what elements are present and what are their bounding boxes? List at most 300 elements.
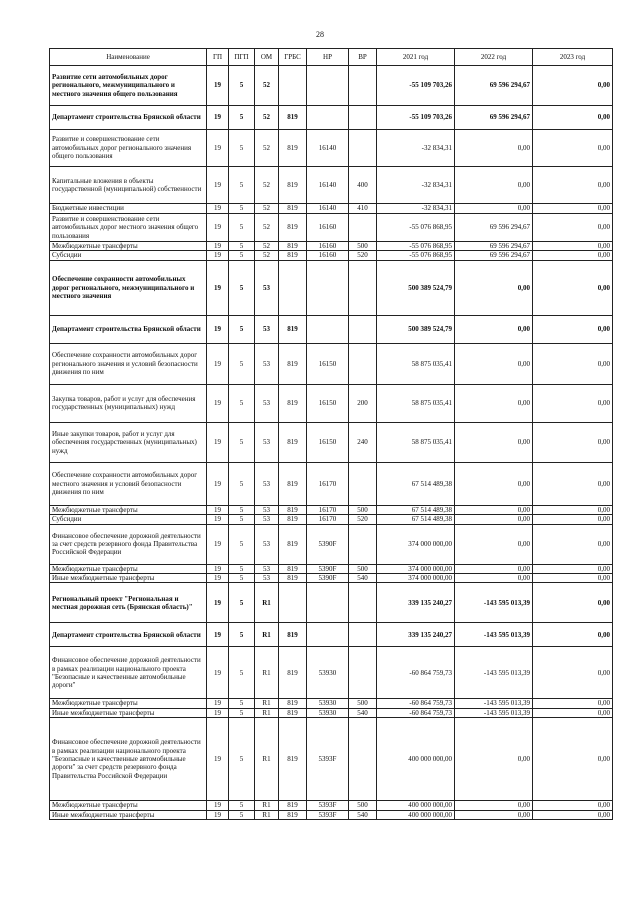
row-grbs-cell: 819: [279, 167, 307, 204]
row-2023-cell: 0,00: [533, 810, 613, 819]
table-row: [50, 204, 613, 214]
row-2022-cell: 0,00: [455, 315, 533, 343]
row-name-cell: Финансовое обеспечение дорожной деятельности в рамках реализации национального проекта "Безопасные и качественные автомобильные дороги": [50, 647, 207, 699]
table-row: [50, 801, 613, 810]
row-2021-cell: 400 000 000,00: [377, 718, 455, 801]
row-2023-cell: 0,00: [533, 251, 613, 260]
row-nr-cell: 16150: [307, 384, 349, 422]
row-name-cell: Иные межбюджетные трансферты: [50, 708, 207, 717]
row-gp-cell: 19: [207, 214, 229, 242]
row-2022-cell: -143 595 013,39: [455, 623, 533, 647]
table-row: [50, 260, 613, 315]
row-name-cell: Обеспечение сохранности автомобильных дорог регионального значения и условий безопасности движения по ним: [50, 343, 207, 384]
table-row: [50, 384, 613, 422]
row-gp-cell: 19: [207, 242, 229, 251]
row-vr-cell: 500: [349, 699, 377, 708]
row-vr-cell: 240: [349, 422, 377, 462]
row-2023-cell: 0,00: [533, 801, 613, 810]
table-row: [50, 810, 613, 819]
row-name-cell: Финансовое обеспечение дорожной деятельности за счет средств резервного фонда Правительства Российской Федерации: [50, 524, 207, 564]
row-gp-cell: 19: [207, 718, 229, 801]
row-om-cell: 53: [255, 515, 279, 524]
row-grbs-cell: 819: [279, 524, 307, 564]
row-2021-cell: -55 076 868,95: [377, 251, 455, 260]
row-om-cell: 53: [255, 422, 279, 462]
table-row: [50, 699, 613, 708]
row-2021-cell: 67 514 489,38: [377, 505, 455, 514]
row-grbs-cell: 819: [279, 130, 307, 167]
page-number: 28: [316, 30, 324, 39]
row-2021-cell: 400 000 000,00: [377, 810, 455, 819]
row-pgp-cell: 5: [229, 647, 255, 699]
row-name-cell: Межбюджетные трансферты: [50, 242, 207, 251]
row-om-cell: 53: [255, 574, 279, 583]
row-nr-cell: 16140: [307, 204, 349, 214]
row-2022-cell: 0,00: [455, 422, 533, 462]
row-2021-cell: -55 109 703,26: [377, 66, 455, 106]
row-nr-cell: 16160: [307, 242, 349, 251]
row-pgp-cell: 5: [229, 130, 255, 167]
row-vr-cell: [349, 647, 377, 699]
row-2021-cell: 67 514 489,38: [377, 515, 455, 524]
row-2023-cell: 0,00: [533, 505, 613, 514]
row-vr-cell: 410: [349, 204, 377, 214]
row-nr-cell: 16160: [307, 251, 349, 260]
row-2021-cell: -60 864 759,73: [377, 708, 455, 717]
row-2023-cell: 0,00: [533, 583, 613, 623]
table-row: [50, 515, 613, 524]
row-nr-cell: 16150: [307, 422, 349, 462]
row-2021-cell: 400 000 000,00: [377, 801, 455, 810]
row-nr-cell: 5393F: [307, 810, 349, 819]
row-gp-cell: 19: [207, 260, 229, 315]
row-vr-cell: 520: [349, 515, 377, 524]
row-2021-cell: -60 864 759,73: [377, 647, 455, 699]
row-nr-cell: [307, 623, 349, 647]
row-nr-cell: [307, 106, 349, 130]
row-2022-cell: 0,00: [455, 260, 533, 315]
header-2021: 2021 год: [377, 49, 455, 66]
row-name-cell: Региональный проект "Региональная и местная дорожная сеть (Брянская область)": [50, 583, 207, 623]
row-2023-cell: 0,00: [533, 130, 613, 167]
table-row: [50, 708, 613, 717]
table-row: [50, 343, 613, 384]
header-vr: ВР: [349, 49, 377, 66]
row-2022-cell: 69 596 294,67: [455, 66, 533, 106]
table-row: [50, 251, 613, 260]
row-vr-cell: 540: [349, 810, 377, 819]
row-2021-cell: 339 135 240,27: [377, 623, 455, 647]
row-om-cell: R1: [255, 708, 279, 717]
table-row: [50, 647, 613, 699]
row-gp-cell: 19: [207, 422, 229, 462]
table-row: [50, 564, 613, 573]
row-pgp-cell: 5: [229, 204, 255, 214]
row-vr-cell: 400: [349, 167, 377, 204]
row-nr-cell: 16140: [307, 167, 349, 204]
row-2021-cell: -32 834,31: [377, 167, 455, 204]
row-om-cell: R1: [255, 647, 279, 699]
row-2022-cell: 69 596 294,67: [455, 242, 533, 251]
row-2022-cell: 0,00: [455, 462, 533, 505]
row-gp-cell: 19: [207, 204, 229, 214]
row-pgp-cell: 5: [229, 167, 255, 204]
header-grbs: ГРБС: [279, 49, 307, 66]
row-2023-cell: 0,00: [533, 647, 613, 699]
row-om-cell: R1: [255, 623, 279, 647]
row-gp-cell: 19: [207, 583, 229, 623]
row-2023-cell: 0,00: [533, 524, 613, 564]
row-om-cell: 52: [255, 130, 279, 167]
row-pgp-cell: 5: [229, 623, 255, 647]
row-om-cell: 53: [255, 564, 279, 573]
row-2023-cell: 0,00: [533, 699, 613, 708]
header-pgp: ПГП: [229, 49, 255, 66]
header-2023: 2023 год: [533, 49, 613, 66]
row-2023-cell: 0,00: [533, 564, 613, 573]
row-2021-cell: -60 864 759,73: [377, 699, 455, 708]
row-vr-cell: 540: [349, 574, 377, 583]
row-grbs-cell: 819: [279, 106, 307, 130]
row-nr-cell: 16140: [307, 130, 349, 167]
row-om-cell: R1: [255, 583, 279, 623]
row-grbs-cell: [279, 583, 307, 623]
row-2023-cell: 0,00: [533, 242, 613, 251]
row-grbs-cell: 819: [279, 515, 307, 524]
row-vr-cell: 200: [349, 384, 377, 422]
row-pgp-cell: 5: [229, 384, 255, 422]
row-nr-cell: 5390F: [307, 574, 349, 583]
row-grbs-cell: 819: [279, 647, 307, 699]
row-grbs-cell: 819: [279, 251, 307, 260]
row-grbs-cell: 819: [279, 699, 307, 708]
row-2021-cell: 500 389 524,79: [377, 260, 455, 315]
row-om-cell: R1: [255, 699, 279, 708]
row-nr-cell: [307, 583, 349, 623]
row-pgp-cell: 5: [229, 583, 255, 623]
row-vr-cell: 520: [349, 251, 377, 260]
row-grbs-cell: 819: [279, 801, 307, 810]
row-2023-cell: 0,00: [533, 66, 613, 106]
row-gp-cell: 19: [207, 647, 229, 699]
row-gp-cell: 19: [207, 699, 229, 708]
row-2022-cell: -143 595 013,39: [455, 708, 533, 717]
row-nr-cell: 53930: [307, 647, 349, 699]
row-gp-cell: 19: [207, 524, 229, 564]
row-2022-cell: 0,00: [455, 343, 533, 384]
header-name: Наименование: [50, 49, 207, 66]
row-grbs-cell: 819: [279, 462, 307, 505]
row-vr-cell: [349, 524, 377, 564]
row-name-cell: Межбюджетные трансферты: [50, 564, 207, 573]
table-row: [50, 623, 613, 647]
row-pgp-cell: 5: [229, 66, 255, 106]
row-vr-cell: 500: [349, 242, 377, 251]
row-nr-cell: 5393F: [307, 718, 349, 801]
row-grbs-cell: 819: [279, 718, 307, 801]
table-row: [50, 106, 613, 130]
row-grbs-cell: 819: [279, 574, 307, 583]
row-vr-cell: 500: [349, 801, 377, 810]
row-2021-cell: 58 875 035,41: [377, 384, 455, 422]
row-nr-cell: 16170: [307, 515, 349, 524]
row-om-cell: 53: [255, 315, 279, 343]
row-2021-cell: 67 514 489,38: [377, 462, 455, 505]
row-name-cell: Бюджетные инвестиции: [50, 204, 207, 214]
row-vr-cell: [349, 623, 377, 647]
row-gp-cell: 19: [207, 505, 229, 514]
row-gp-cell: 19: [207, 66, 229, 106]
row-om-cell: 52: [255, 204, 279, 214]
row-2021-cell: 339 135 240,27: [377, 583, 455, 623]
row-om-cell: 53: [255, 343, 279, 384]
row-name-cell: Иные межбюджетные трансферты: [50, 810, 207, 819]
row-gp-cell: 19: [207, 564, 229, 573]
row-om-cell: R1: [255, 810, 279, 819]
row-vr-cell: [349, 214, 377, 242]
row-name-cell: Развитие сети автомобильных дорог регионального, межмуниципального и местного значения общего пользования: [50, 66, 207, 106]
row-2022-cell: 0,00: [455, 810, 533, 819]
row-2022-cell: 0,00: [455, 718, 533, 801]
row-pgp-cell: 5: [229, 699, 255, 708]
row-name-cell: Межбюджетные трансферты: [50, 699, 207, 708]
row-2022-cell: 0,00: [455, 515, 533, 524]
row-grbs-cell: [279, 260, 307, 315]
row-2022-cell: 69 596 294,67: [455, 251, 533, 260]
row-pgp-cell: 5: [229, 260, 255, 315]
table-row: [50, 167, 613, 204]
row-gp-cell: 19: [207, 574, 229, 583]
row-pgp-cell: 5: [229, 810, 255, 819]
row-2022-cell: 0,00: [455, 524, 533, 564]
row-2023-cell: 0,00: [533, 260, 613, 315]
row-gp-cell: 19: [207, 251, 229, 260]
row-gp-cell: 19: [207, 106, 229, 130]
table-row: [50, 214, 613, 242]
table-row: [50, 66, 613, 106]
budget-table: [49, 48, 613, 820]
table-row: [50, 583, 613, 623]
table-row: [50, 462, 613, 505]
row-name-cell: Финансовое обеспечение дорожной деятельности в рамках реализации национального проекта "Безопасные и качественные автомобильные дороги" за счет средств резервного фонда Правительства Российской Федерации: [50, 718, 207, 801]
row-gp-cell: 19: [207, 315, 229, 343]
row-name-cell: Департамент строительства Брянской области: [50, 106, 207, 130]
row-nr-cell: [307, 315, 349, 343]
row-vr-cell: [349, 462, 377, 505]
row-om-cell: 53: [255, 505, 279, 514]
row-gp-cell: 19: [207, 515, 229, 524]
row-2021-cell: -32 834,31: [377, 204, 455, 214]
row-om-cell: R1: [255, 718, 279, 801]
row-2023-cell: 0,00: [533, 167, 613, 204]
row-om-cell: 52: [255, 167, 279, 204]
row-name-cell: Департамент строительства Брянской области: [50, 623, 207, 647]
row-grbs-cell: 819: [279, 242, 307, 251]
row-2022-cell: 69 596 294,67: [455, 214, 533, 242]
row-nr-cell: 16170: [307, 505, 349, 514]
row-pgp-cell: 5: [229, 574, 255, 583]
row-name-cell: Субсидии: [50, 515, 207, 524]
row-pgp-cell: 5: [229, 214, 255, 242]
row-pgp-cell: 5: [229, 515, 255, 524]
row-nr-cell: 16160: [307, 214, 349, 242]
row-gp-cell: 19: [207, 167, 229, 204]
row-2021-cell: 374 000 000,00: [377, 574, 455, 583]
row-2021-cell: -55 076 868,95: [377, 242, 455, 251]
header-om: ОМ: [255, 49, 279, 66]
row-nr-cell: 16150: [307, 343, 349, 384]
row-om-cell: 53: [255, 384, 279, 422]
row-name-cell: Иные закупки товаров, работ и услуг для обеспечения государственных (муниципальных) нужд: [50, 422, 207, 462]
row-vr-cell: [349, 583, 377, 623]
row-pgp-cell: 5: [229, 343, 255, 384]
row-grbs-cell: 819: [279, 214, 307, 242]
row-2021-cell: 58 875 035,41: [377, 343, 455, 384]
table-row: [50, 524, 613, 564]
row-grbs-cell: 819: [279, 343, 307, 384]
row-om-cell: 52: [255, 106, 279, 130]
row-pgp-cell: 5: [229, 505, 255, 514]
table-row: [50, 718, 613, 801]
row-name-cell: Субсидии: [50, 251, 207, 260]
row-vr-cell: [349, 66, 377, 106]
row-pgp-cell: 5: [229, 106, 255, 130]
row-pgp-cell: 5: [229, 462, 255, 505]
row-vr-cell: [349, 130, 377, 167]
row-om-cell: 52: [255, 251, 279, 260]
row-om-cell: R1: [255, 801, 279, 810]
row-2022-cell: 0,00: [455, 801, 533, 810]
table-row: [50, 574, 613, 583]
row-om-cell: 53: [255, 260, 279, 315]
table-row: [50, 422, 613, 462]
table-row: [50, 130, 613, 167]
row-2023-cell: 0,00: [533, 204, 613, 214]
header-2022: 2022 год: [455, 49, 533, 66]
row-vr-cell: 500: [349, 505, 377, 514]
table-row: [50, 242, 613, 251]
row-2021-cell: -55 076 868,95: [377, 214, 455, 242]
row-grbs-cell: 819: [279, 810, 307, 819]
row-2022-cell: -143 595 013,39: [455, 647, 533, 699]
row-2022-cell: 69 596 294,67: [455, 106, 533, 130]
row-name-cell: Закупка товаров, работ и услуг для обеспечения государственных (муниципальных) нужд: [50, 384, 207, 422]
table-row: [50, 505, 613, 514]
table-header-row: [50, 49, 613, 66]
row-pgp-cell: 5: [229, 718, 255, 801]
row-2023-cell: 0,00: [533, 384, 613, 422]
row-nr-cell: 5390F: [307, 524, 349, 564]
row-2022-cell: 0,00: [455, 130, 533, 167]
row-name-cell: Иные межбюджетные трансферты: [50, 574, 207, 583]
row-2022-cell: 0,00: [455, 574, 533, 583]
row-grbs-cell: 819: [279, 422, 307, 462]
row-vr-cell: [349, 260, 377, 315]
row-2021-cell: 374 000 000,00: [377, 564, 455, 573]
row-2023-cell: 0,00: [533, 343, 613, 384]
header-gp: ГП: [207, 49, 229, 66]
row-vr-cell: [349, 343, 377, 384]
row-om-cell: 52: [255, 242, 279, 251]
row-2022-cell: 0,00: [455, 505, 533, 514]
row-om-cell: 52: [255, 66, 279, 106]
row-grbs-cell: 819: [279, 623, 307, 647]
row-name-cell: Межбюджетные трансферты: [50, 801, 207, 810]
row-2023-cell: 0,00: [533, 315, 613, 343]
row-nr-cell: 5390F: [307, 564, 349, 573]
row-nr-cell: 16170: [307, 462, 349, 505]
row-name-cell: Обеспечение сохранности автомобильных дорог регионального, межмуниципального и местного значения: [50, 260, 207, 315]
row-grbs-cell: 819: [279, 564, 307, 573]
row-2022-cell: 0,00: [455, 204, 533, 214]
row-gp-cell: 19: [207, 130, 229, 167]
row-name-cell: Развитие и совершенствование сети автомобильных дорог регионального значения общего пользования: [50, 130, 207, 167]
row-gp-cell: 19: [207, 462, 229, 505]
row-gp-cell: 19: [207, 708, 229, 717]
row-pgp-cell: 5: [229, 315, 255, 343]
row-om-cell: 52: [255, 214, 279, 242]
row-gp-cell: 19: [207, 801, 229, 810]
row-grbs-cell: 819: [279, 204, 307, 214]
row-gp-cell: 19: [207, 384, 229, 422]
row-grbs-cell: 819: [279, 384, 307, 422]
row-nr-cell: [307, 260, 349, 315]
row-grbs-cell: 819: [279, 505, 307, 514]
row-2023-cell: 0,00: [533, 574, 613, 583]
row-2023-cell: 0,00: [533, 214, 613, 242]
row-name-cell: Развитие и совершенствование сети автомобильных дорог местного значения общего пользования: [50, 214, 207, 242]
row-gp-cell: 19: [207, 623, 229, 647]
row-2022-cell: 0,00: [455, 384, 533, 422]
row-2022-cell: -143 595 013,39: [455, 699, 533, 708]
row-nr-cell: 53930: [307, 708, 349, 717]
row-2022-cell: 0,00: [455, 564, 533, 573]
row-vr-cell: [349, 315, 377, 343]
row-pgp-cell: 5: [229, 251, 255, 260]
row-2022-cell: 0,00: [455, 167, 533, 204]
header-nr: НР: [307, 49, 349, 66]
row-pgp-cell: 5: [229, 242, 255, 251]
row-pgp-cell: 5: [229, 564, 255, 573]
row-name-cell: Департамент строительства Брянской области: [50, 315, 207, 343]
table-row: [50, 315, 613, 343]
row-pgp-cell: 5: [229, 708, 255, 717]
row-grbs-cell: [279, 66, 307, 106]
row-2021-cell: 58 875 035,41: [377, 422, 455, 462]
row-2021-cell: -55 109 703,26: [377, 106, 455, 130]
row-2021-cell: 500 389 524,79: [377, 315, 455, 343]
row-2021-cell: -32 834,31: [377, 130, 455, 167]
row-2021-cell: 374 000 000,00: [377, 524, 455, 564]
row-name-cell: Капитальные вложения в объекты государственной (муниципальной) собственности: [50, 167, 207, 204]
row-pgp-cell: 5: [229, 422, 255, 462]
row-2023-cell: 0,00: [533, 515, 613, 524]
row-vr-cell: 500: [349, 564, 377, 573]
row-grbs-cell: 819: [279, 708, 307, 717]
row-pgp-cell: 5: [229, 524, 255, 564]
row-nr-cell: [307, 66, 349, 106]
row-2023-cell: 0,00: [533, 718, 613, 801]
row-nr-cell: 5393F: [307, 801, 349, 810]
row-vr-cell: [349, 718, 377, 801]
row-pgp-cell: 5: [229, 801, 255, 810]
row-2022-cell: -143 595 013,39: [455, 583, 533, 623]
row-name-cell: Межбюджетные трансферты: [50, 505, 207, 514]
row-2023-cell: 0,00: [533, 623, 613, 647]
row-vr-cell: [349, 106, 377, 130]
row-name-cell: Обеспечение сохранности автомобильных дорог местного значения и условий безопасности движения по ним: [50, 462, 207, 505]
row-2023-cell: 0,00: [533, 422, 613, 462]
